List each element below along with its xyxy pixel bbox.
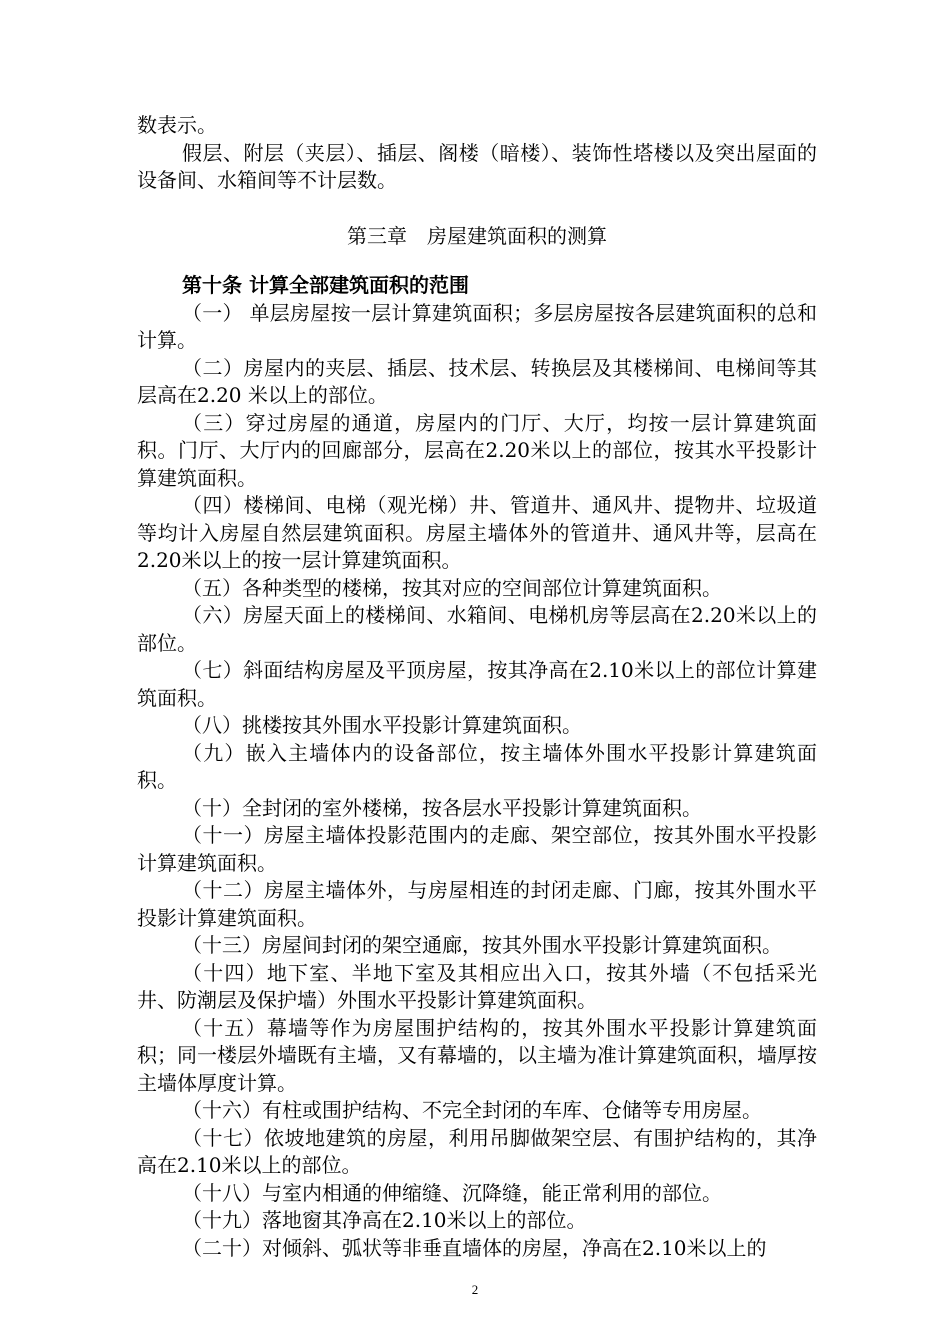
- page-body: [137, 112, 817, 1262]
- clause-item: （八）挑楼按其外围水平投影计算建筑面积。: [182, 713, 582, 737]
- intro-line: 数表示。: [137, 113, 217, 137]
- chapter-title: 第三章 房屋建筑面积的测算: [347, 223, 607, 248]
- clause-item: （十三）房屋间封闭的架空通廊，按其外围水平投影计算建筑面积。: [182, 933, 782, 957]
- clause-item: （十四）地下室、半地下室及其相应出入口，按其外墙（不包括采光井、防潮层及保护墙）外围水平投影计算建筑面积。: [137, 960, 817, 1012]
- clause-item: （七）斜面结构房屋及平顶房屋，按其净高在2.10米以上的部位计算建筑面积。: [137, 658, 817, 710]
- clause-item: （一） 单层房屋按一层计算建筑面积；多层房屋按各层建筑面积的总和计算。: [137, 300, 817, 352]
- clause-item: （四）楼梯间、电梯（观光梯）井、管道井、通风井、提物井、垃圾道等均计入房屋自然层建筑面积。房屋主墙体外的管道井、通风井等，层高在2.20米以上的按一层计算建筑面积。: [137, 493, 817, 572]
- clause-item: （十九）落地窗其净高在2.10米以上的部位。: [182, 1208, 587, 1232]
- clause-item: （十八）与室内相通的伸缩缝、沉降缝，能正常利用的部位。: [182, 1180, 722, 1205]
- clause-item: （二十）对倾斜、弧状等非垂直墙体的房屋，净高在2.10米以上的: [182, 1235, 767, 1260]
- clause-item: （十五）幕墙等作为房屋围护结构的，按其外围水平投影计算建筑面积；同一楼层外墙既有主墙，又有幕墙的，以主墙为准计算建筑面积，墙厚按主墙体厚度计算。: [137, 1015, 817, 1095]
- clause-item: （十六）有柱或围护结构、不完全封闭的车库、仓储等专用房屋。: [182, 1098, 762, 1122]
- page-number: 2: [471, 1282, 479, 1297]
- clause-item: （三）穿过房屋的通道，房屋内的门厅、大厅，均按一层计算建筑面积。门厅、大厅内的回廊部分，层高在2.20米以上的部位，按其水平投影计算建筑面积。: [137, 410, 817, 490]
- clause-item: （九）嵌入主墙体内的设备部位，按主墙体外围水平投影计算建筑面积。: [137, 740, 817, 792]
- clause-item: （十七）依坡地建筑的房屋，利用吊脚做架空层、有围护结构的，其净高在2.10米以上的部位。: [137, 1125, 817, 1177]
- clause-item: （十）全封闭的室外楼梯，按各层水平投影计算建筑面积。: [182, 795, 702, 820]
- clause-item: （十二）房屋主墙体外，与房屋相连的封闭走廊、门廊，按其外围水平投影计算建筑面积。: [137, 878, 817, 930]
- clause-item: （六）房屋天面上的楼梯间、水箱间、电梯机房等层高在2.20米以上的部位。: [137, 603, 817, 655]
- article-title: 第十条 计算全部建筑面积的范围: [182, 273, 469, 297]
- clause-item: （十一）房屋主墙体投影范围内的走廊、架空部位，按其外围水平投影计算建筑面积。: [137, 823, 817, 875]
- intro-paragraph: 假层、附层（夹层）、插层、阁楼（暗楼）、装饰性塔楼以及突出屋面的设备间、水箱间等不计层数。: [137, 140, 817, 192]
- clause-item: （五）各种类型的楼梯，按其对应的空间部位计算建筑面积。: [182, 575, 722, 600]
- clause-item: （二）房屋内的夹层、插层、技术层、转换层及其楼梯间、电梯间等其层高在2.20 米以上的部位。: [137, 355, 817, 407]
